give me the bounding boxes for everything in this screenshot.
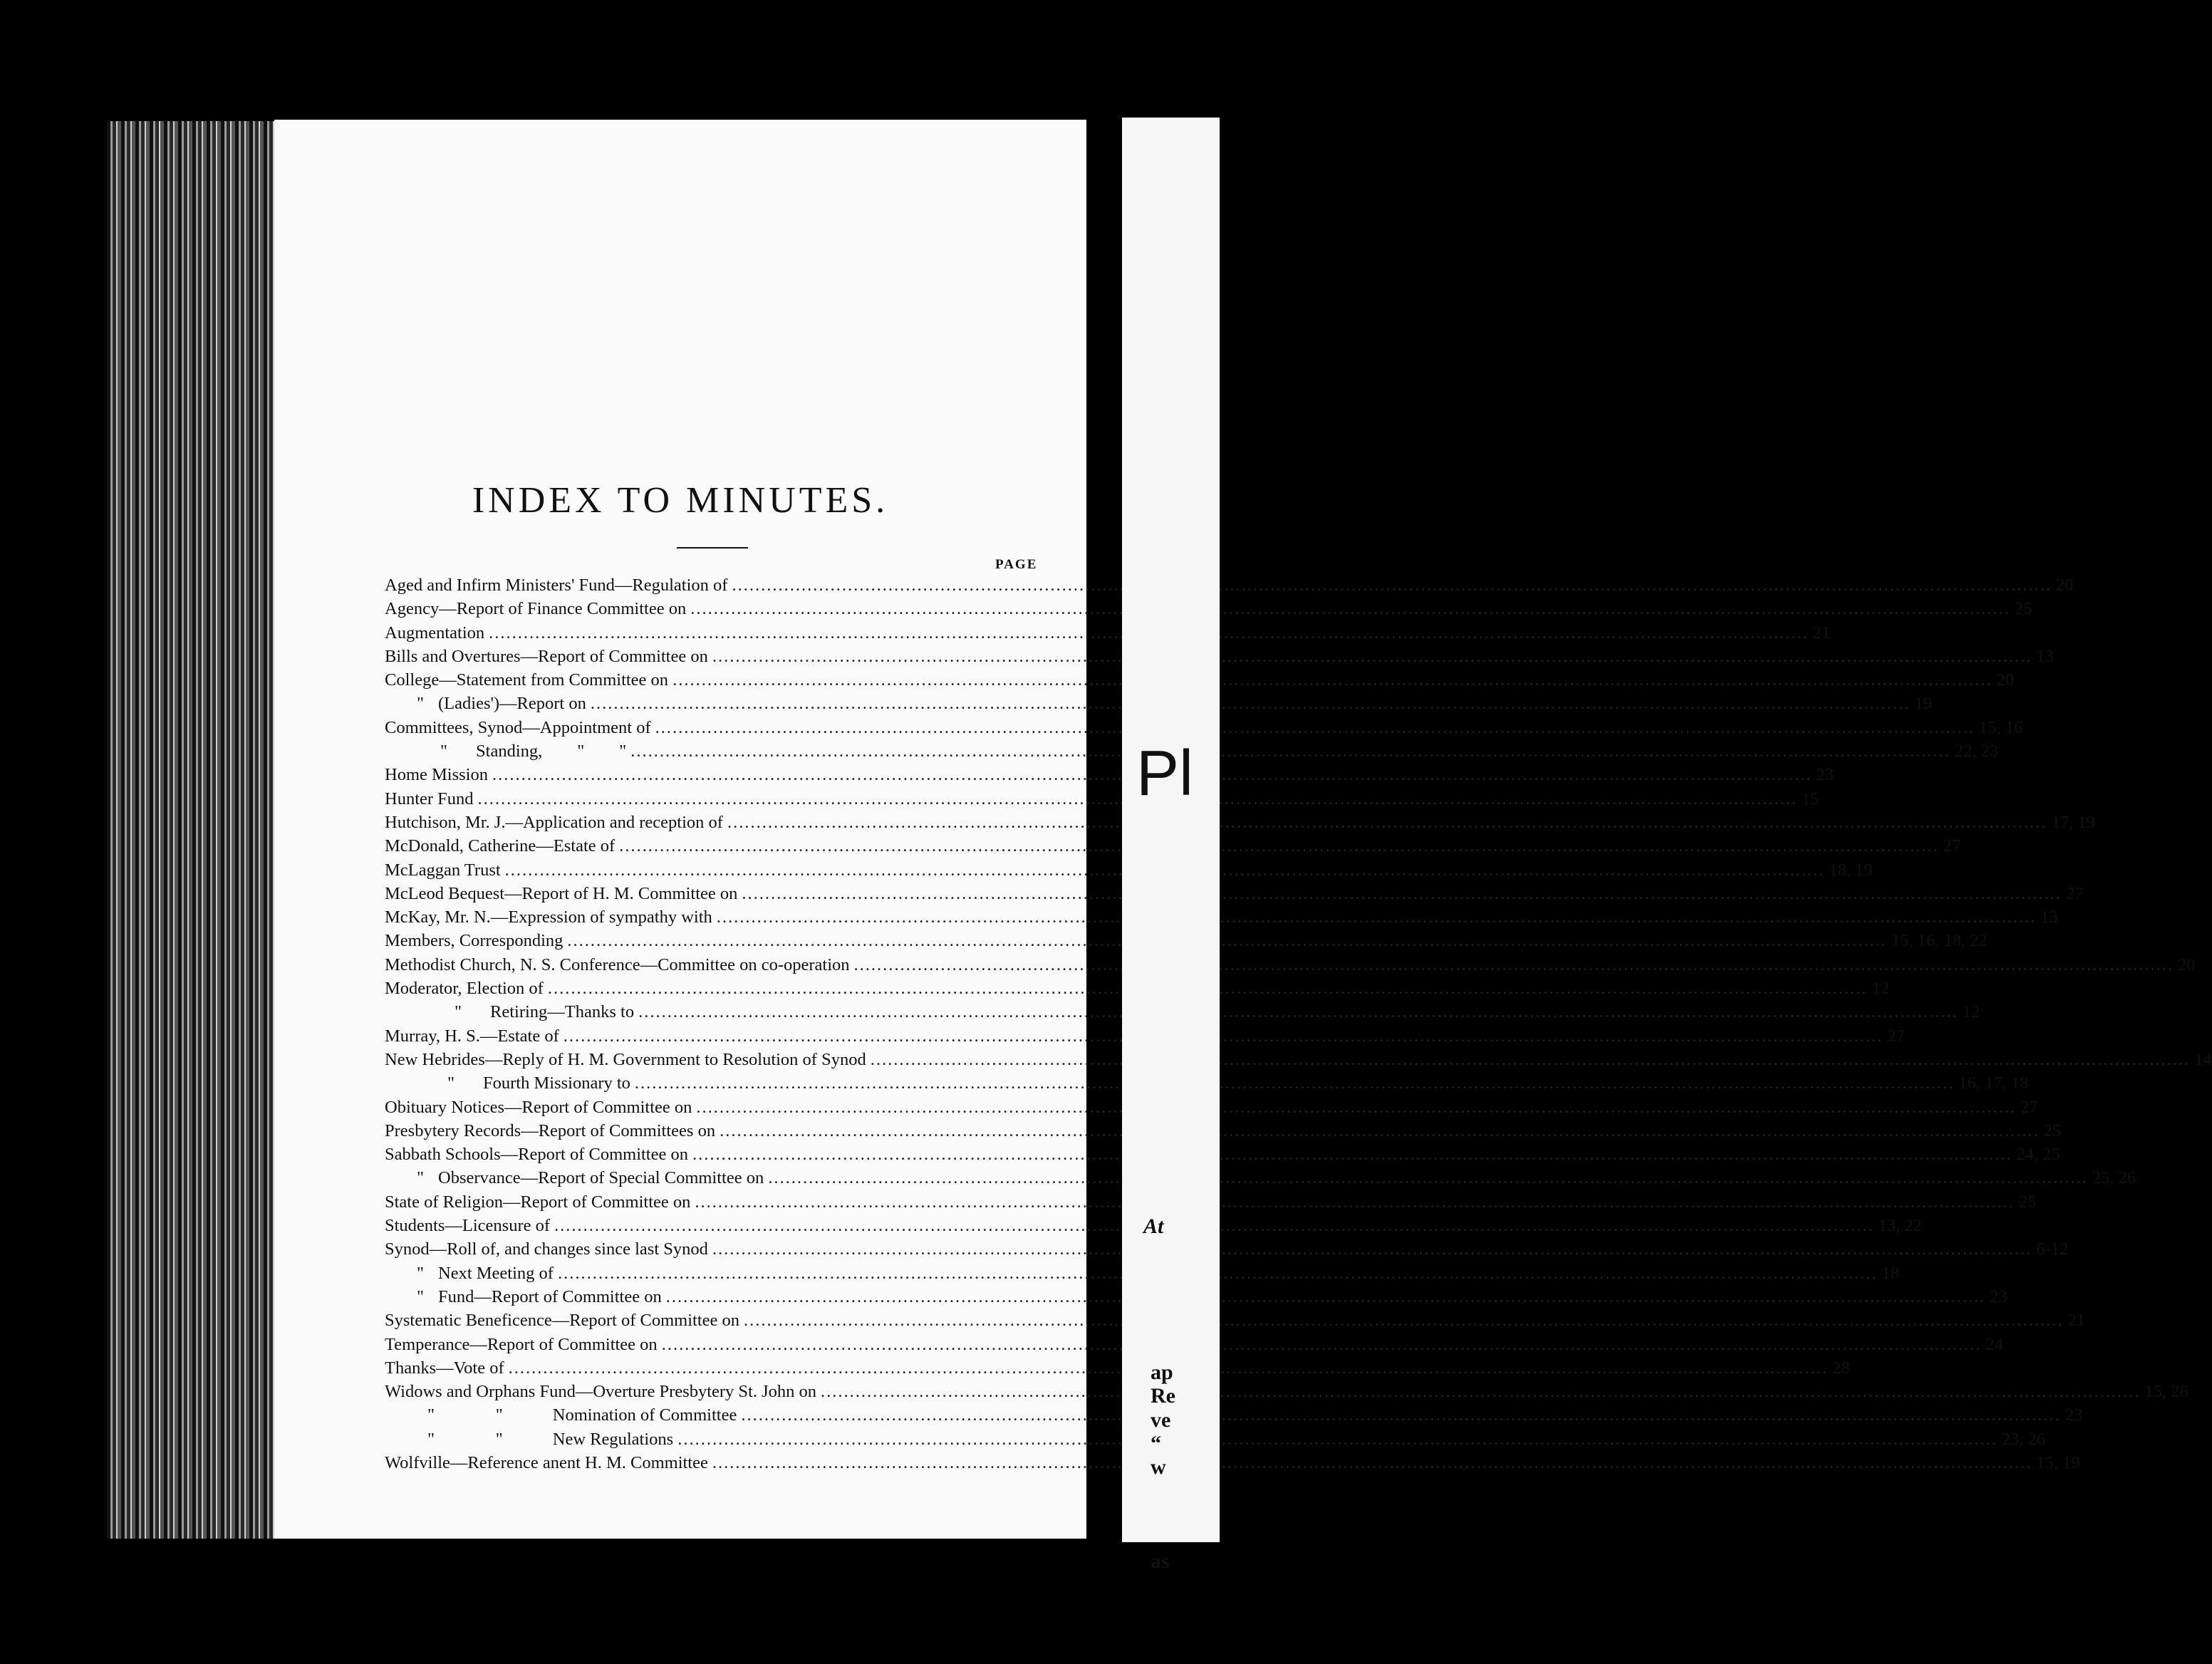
index-entry — [385, 860, 1873, 884]
entry-page-number: 25 — [2018, 1192, 2037, 1212]
entry-label: McKay, Mr. N.—Expression of sympathy with — [385, 908, 712, 927]
facing-page-fragment: ap — [1151, 1361, 1173, 1384]
dot-leader — [564, 1026, 1884, 1046]
entry-page-number: 16, 17, 18 — [1958, 1073, 2029, 1093]
dot-leader — [591, 694, 1911, 714]
entry-page-number: 13, 22 — [1878, 1216, 1922, 1236]
entry-label: Widows and Orphans Fund—Overture Presbytery St. John on — [385, 1382, 817, 1402]
entry-page-number: 13 — [2036, 646, 2054, 666]
entry-page-number: 25 — [2014, 599, 2032, 619]
entry-label: Wolfville—Reference anent H. M. Committee — [385, 1452, 708, 1472]
index-entry — [385, 979, 1889, 1002]
ditto-mark: " — [455, 1002, 462, 1022]
facing-page-fragment: ve — [1151, 1408, 1171, 1432]
entry-page-number: 18 — [1881, 1263, 1899, 1283]
entry-label: Agency—Report of Finance Committee on — [385, 599, 687, 619]
index-entry — [385, 1073, 2029, 1097]
entry-page-number: 27 — [2065, 883, 2084, 903]
index-entry — [385, 1145, 2060, 1168]
entry-page-number: 18, 19 — [1829, 860, 1873, 880]
ditto-mark: " — [417, 1263, 425, 1283]
entry-page-number: 27 — [1943, 836, 1961, 856]
entry-label: Hutchison, Mr. J.—Application and reception of — [385, 812, 723, 832]
dot-leader — [630, 742, 1951, 761]
entry-label: Sabbath Schools—Report of Committee on — [385, 1145, 688, 1165]
entry-page-number: 23, 26 — [2001, 1429, 2045, 1449]
entry-label: Temperance—Report of Committee on — [385, 1334, 658, 1354]
entry-label: Thanks—Vote of — [385, 1358, 504, 1378]
index-entry — [385, 576, 2074, 599]
index-entry — [385, 836, 1961, 860]
entry-page-number: 28 — [1832, 1358, 1850, 1378]
entry-page-number: 19 — [1914, 694, 1932, 714]
facing-page-fragment: At — [1143, 1215, 1164, 1238]
entry-label: McLeod Bequest—Report of H. M. Committee on — [385, 883, 738, 903]
entry-label: Members, Corresponding — [385, 931, 564, 951]
entry-page-number: 24 — [1985, 1334, 2003, 1354]
dot-leader — [871, 1050, 2191, 1070]
index-entry — [385, 717, 2023, 742]
entry-label: Bills and Overtures—Report of Committee on — [385, 646, 708, 666]
entry-label: New Regulations — [552, 1429, 674, 1449]
ditto-mark: " " — [427, 1405, 503, 1425]
index-entry — [385, 1168, 2136, 1192]
entry-label: McDonald, Catherine—Estate of — [385, 836, 616, 856]
entry-label: (Ladies')—Report on — [438, 694, 586, 714]
entry-page-number: 23 — [1990, 1286, 2008, 1306]
entry-label: Systematic Beneficence—Report of Committee on — [385, 1311, 740, 1331]
entry-label: College—Statement from Committee on — [385, 670, 669, 690]
index-entry — [385, 812, 2095, 836]
index-entry — [385, 1026, 1905, 1050]
entry-page-number: 27 — [1887, 1026, 1905, 1046]
dot-leader — [692, 1145, 2013, 1165]
facing-page-fragment: Pl — [1136, 738, 1194, 809]
entry-page-number: 14 — [2194, 1049, 2212, 1069]
entry-page-number: 24, 25 — [2016, 1145, 2060, 1165]
facing-page-fragment: as — [1151, 1549, 1170, 1573]
entry-page-number: 25 — [2043, 1120, 2062, 1140]
entry-page-number: 15, 16 — [1979, 717, 2023, 737]
entry-label: Moderator, Election of — [385, 979, 544, 999]
ditto-mark: " " — [427, 1429, 503, 1449]
entry-label: Students—Licensure of — [385, 1216, 551, 1236]
dot-leader — [712, 647, 2032, 667]
dot-leader — [744, 1311, 2064, 1331]
dot-leader — [712, 1239, 2032, 1259]
entry-label: Observance—Report of Special Committee on — [438, 1168, 764, 1188]
entry-page-number: 12 — [1871, 979, 1889, 999]
entry-label: Retiring—Thanks to — [490, 1002, 635, 1022]
book-page-edges — [107, 121, 274, 1539]
index-entry — [385, 1097, 2038, 1121]
index-entry — [385, 931, 1988, 955]
entry-page-number: 21 — [2067, 1311, 2086, 1331]
entry-label: Augmentation — [385, 623, 485, 643]
dot-leader — [854, 955, 2174, 975]
dot-leader — [695, 1192, 2015, 1212]
index-entry — [385, 1239, 2069, 1263]
dot-leader — [741, 1405, 2061, 1425]
ditto-mark: " — [417, 1286, 425, 1306]
entry-page-number: 12 — [1962, 1002, 1980, 1022]
dot-leader — [720, 1121, 2040, 1141]
page-title: INDEX TO MINUTES. — [472, 480, 889, 521]
ditto-mark: " — [417, 694, 425, 714]
title-rule — [677, 547, 748, 548]
ditto-mark: " — [440, 742, 448, 761]
dot-leader — [712, 1453, 2032, 1473]
index-entry — [385, 599, 2032, 623]
entry-label: Murray, H. S.—Estate of — [385, 1026, 559, 1046]
entry-page-number: 15 — [1802, 789, 1819, 808]
index-entry — [385, 1120, 2062, 1145]
index-entry — [385, 1192, 2037, 1216]
entry-page-number: 23 — [2065, 1405, 2083, 1425]
entry-label: Hunter Fund — [385, 789, 474, 808]
index-entry — [385, 955, 2196, 979]
dot-leader — [768, 1168, 2088, 1188]
page-column-heading: PAGE — [995, 557, 1038, 572]
entry-label: Presbytery Records—Report of Committees on — [385, 1120, 716, 1140]
facing-page-fragment: Re — [1151, 1384, 1175, 1408]
entry-label: Nomination of Committee — [552, 1405, 737, 1425]
entry-label: Home Mission — [385, 765, 488, 785]
index-entry — [385, 623, 1831, 647]
entry-label: Fund—Report of Committee on — [438, 1286, 662, 1306]
index-entry — [385, 765, 1834, 789]
index-entries — [385, 576, 2212, 1477]
index-entry — [385, 908, 2058, 931]
entry-page-number: 20 — [2178, 955, 2196, 974]
entry-label: New Hebrides—Reply of H. M. Government to Resolution of Synod — [385, 1049, 866, 1069]
dot-leader — [732, 576, 2052, 596]
dot-leader — [821, 1382, 2141, 1402]
dot-leader — [635, 1073, 1955, 1093]
index-entry — [385, 670, 2015, 694]
ditto-mark: " — [417, 1168, 425, 1188]
entry-page-number: 27 — [2020, 1097, 2038, 1117]
entry-label: Fourth Missionary to — [483, 1073, 630, 1093]
index-entry — [385, 742, 1999, 765]
index-entry — [385, 1452, 2080, 1477]
entry-page-number: 20 — [2055, 576, 2074, 595]
index-page — [274, 120, 2212, 1539]
dot-leader — [677, 1430, 1998, 1450]
dot-leader — [638, 1002, 1958, 1022]
dot-leader — [666, 1287, 1986, 1307]
index-entry — [385, 1049, 2212, 1073]
index-entry — [385, 694, 1932, 717]
dot-leader — [696, 1098, 2016, 1118]
entry-page-number: 13 — [2040, 908, 2058, 927]
entry-page-number: 20 — [1996, 670, 2015, 690]
facing-page-fragment: “ — [1151, 1432, 1161, 1455]
dot-leader — [567, 931, 1887, 951]
entry-label: Committees, Synod—Appointment of — [385, 717, 651, 737]
facing-page-fragment: w — [1151, 1455, 1166, 1479]
entry-page-number: 23 — [1816, 765, 1834, 785]
entry-label: Standing, " " — [476, 742, 627, 761]
entry-label: Next Meeting of — [438, 1263, 554, 1283]
index-entry — [385, 1286, 2008, 1311]
entry-label: Obituary Notices—Report of Committee on — [385, 1097, 692, 1117]
index-entry — [385, 1263, 1899, 1287]
dot-leader — [662, 1335, 1982, 1355]
entry-page-number: 15, 26 — [2144, 1382, 2188, 1402]
index-entry — [385, 1002, 1980, 1026]
entry-label: Aged and Infirm Ministers' Fund—Regulation of — [385, 576, 728, 595]
entry-page-number: 22, 23 — [1954, 742, 1999, 761]
index-entry — [385, 1429, 2045, 1453]
index-entry — [385, 883, 2084, 908]
dot-leader — [717, 908, 2037, 927]
dot-leader — [619, 836, 1939, 856]
index-entry — [385, 1311, 2086, 1334]
dot-leader — [727, 813, 2047, 833]
index-entry — [385, 1334, 2003, 1358]
entry-label: Synod—Roll of, and changes since last Synod — [385, 1239, 708, 1259]
entry-label: Methodist Church, N. S. Conference—Committee on co-operation — [385, 955, 850, 974]
dot-leader — [690, 599, 2010, 619]
entry-page-number: 17, 19 — [2051, 812, 2095, 832]
entry-page-number: 6-12 — [2036, 1239, 2069, 1259]
dot-leader — [655, 718, 1975, 738]
index-entry — [385, 646, 2054, 670]
entry-page-number: 25, 26 — [2092, 1168, 2136, 1188]
entry-label: State of Religion—Report of Committee on — [385, 1192, 691, 1212]
dot-leader — [673, 670, 1993, 690]
entry-page-number: 21 — [1812, 623, 1831, 643]
entry-page-number: 15, 19 — [2036, 1452, 2080, 1472]
ditto-mark: " — [447, 1073, 455, 1093]
entry-page-number: 15, 16, 18, 22 — [1891, 931, 1988, 951]
entry-label: McLaggan Trust — [385, 860, 501, 880]
facing-page — [1122, 118, 1220, 1573]
index-entry — [385, 789, 1819, 813]
dot-leader — [742, 884, 2062, 904]
index-entry — [385, 1382, 2188, 1405]
